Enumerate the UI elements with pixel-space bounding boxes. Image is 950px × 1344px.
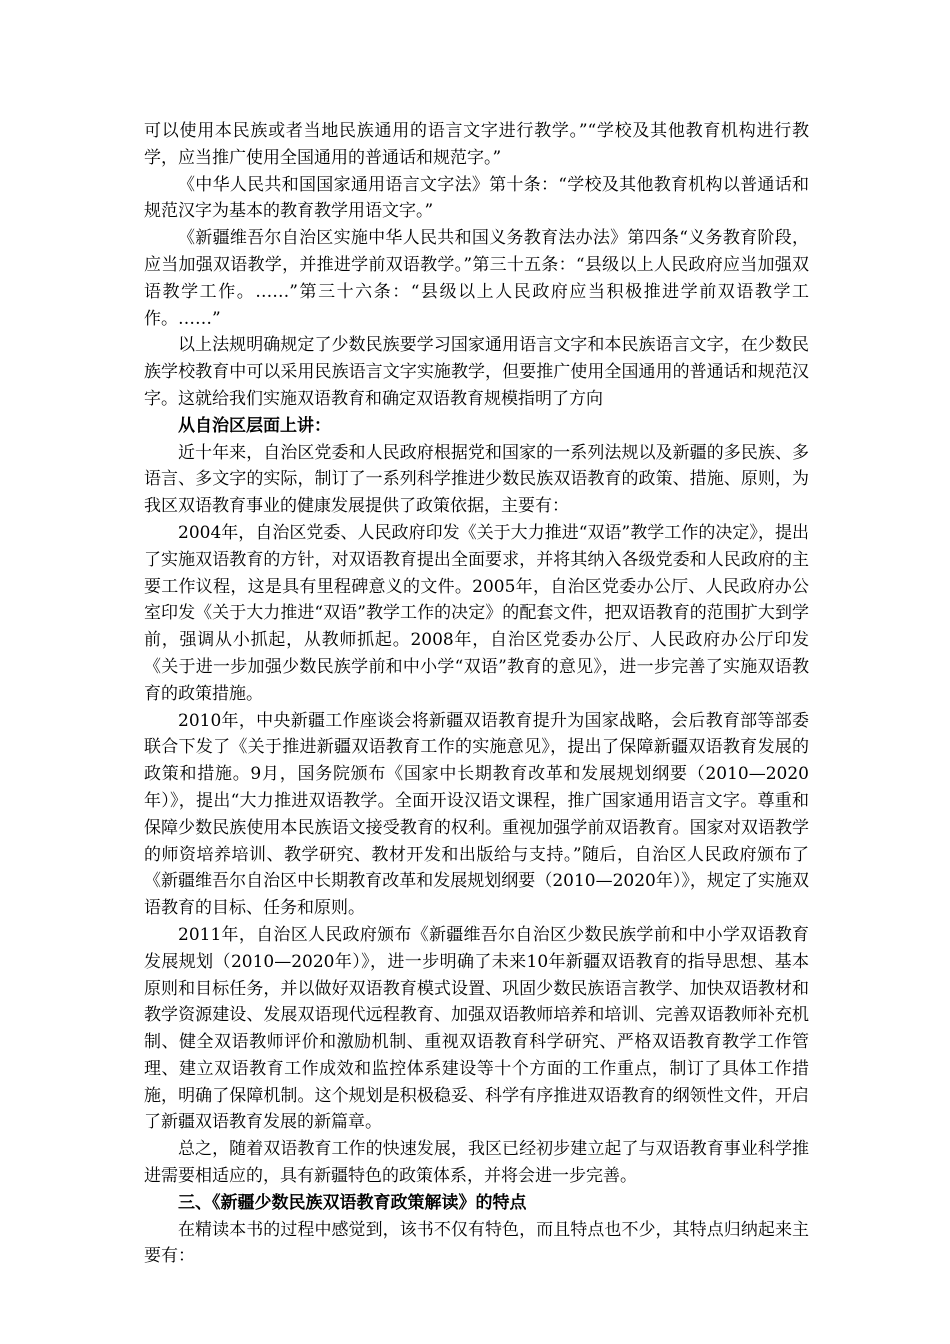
paragraph-xinjiang-compulsory-education: 《新疆维吾尔自治区实施中华人民共和国义务教育法办法》第四条“义务教育阶段，应当加强双语教学，并推进学前双语教学。”第三十五条：“县级以上人民政府应当加强双语教学工作。……”第三十六条：“县级以上人民政府应当积极推进学前双语教学工作。……”: [144, 228, 809, 329]
document-page: [144, 118, 809, 1270]
paragraph-continuation: 可以使用本民族或者当地民族通用的语言文字进行教学。”“学校及其他教育机构进行教学，应当推广使用全国通用的普通话和规范字。”: [144, 121, 809, 168]
heading-section-three: 三、《新疆少数民族双语教育政策解读》的特点: [178, 1192, 527, 1213]
paragraph-laws-summary: 以上法规明确规定了少数民族要学习国家通用语言文字和本民族语言文字，在少数民族学校教育中可以采用民族语言文字实施教学，但要推广使用全国通用的普通话和规范汉字。这就给我们实施双语教育和确定双语教育规模指明了方向: [144, 335, 809, 409]
paragraph-2010: 2010年，中央新疆工作座谈会将新疆双语教育提升为国家战略，会后教育部等部委联合下发了《关于推进新疆双语教育工作的实施意见》，提出了保障新疆双语教育发展的政策和措施。9月，国务院颁布《国家中长期教育改革和发展规划纲要（2010—2020年）》，提出“大力推进双语教学。全面开设汉语文课程，推广国家通用语言文字。尊重和保障少数民族使用本民族语文接受教育的权利。重视加强学前双语教育。国家对双语教学的师资培养培训、教学研究、教材开发和出版给与支持。”随后，自治区人民政府颁布了《新疆维吾尔自治区中长期教育改革和发展规划纲要（2010—2020年）》，规定了实施双语教育的目标、任务和原则。: [144, 710, 809, 919]
paragraph-2011: 2011年，自治区人民政府颁布《新疆维吾尔自治区少数民族学前和中小学双语教育发展规划（2010—2020年）》，进一步明确了未来10年新疆双语教育的指导思想、基本原则和目标任务，并以做好双语教育模式设置、巩固少数民族语言教学、加快双语教材和教学资源建设、发展双语现代远程教育、加强双语教师培养和培训、完善双语教师补充机制、健全双语教师评价和激励机制、重视双语教育科学研究、严格双语教育教学工作管理、建立双语教育工作成效和监控体系建设等十个方面的工作重点，制订了具体工作措施，明确了保障机制。这个规划是积极稳妥、科学有序推进双语教育的纲领性文件，开启了新疆双语教育发展的新篇章。: [144, 924, 809, 1133]
heading-autonomous-region-level: 从自治区层面上讲：: [178, 415, 331, 436]
paragraph-language-law: 《中华人民共和国国家通用语言文字法》第十条：“学校及其他教育机构以普通话和规范汉字为基本的教育教学用语文字。”: [144, 174, 809, 222]
paragraph-recent-decade: 近十年来，自治区党委和人民政府根据党和国家的一系列法规以及新疆的多民族、多语言、多文字的实际，制订了一系列科学推进少数民族双语教育的政策、措施、原则，为我区双语教育事业的健康发展提供了政策依据，主要有：: [144, 442, 809, 517]
paragraph-features-intro: 在精读本书的过程中感觉到，该书不仅有特色，而且特点也不少，其特点归纳起来主要有：: [144, 1219, 809, 1267]
paragraph-conclusion: 总之，随着双语教育工作的快速发展，我区已经初步建立起了与双语教育事业科学推进需要相适应的，具有新疆特色的政策体系，并将会进一步完善。: [144, 1139, 809, 1187]
paragraph-2004: 2004年，自治区党委、人民政府印发《关于大力推进“双语”教学工作的决定》，提出了实施双语教育的方针，对双语教育提出全面要求，并将其纳入各级党委和人民政府的主要工作议程，这是具有里程碑意义的文件。2005年，自治区党委办公厅、人民政府办公室印发《关于大力推进“双语”教学工作的决定》的配套文件，把双语教育的范围扩大到学前，强调从小抓起，从教师抓起。2008年，自治区党委办公厅、人民政府办公厅印发《关于进一步加强少数民族学前和中小学“双语”教育的意见》，进一步完善了实施双语教育的政策措施。: [144, 522, 809, 704]
